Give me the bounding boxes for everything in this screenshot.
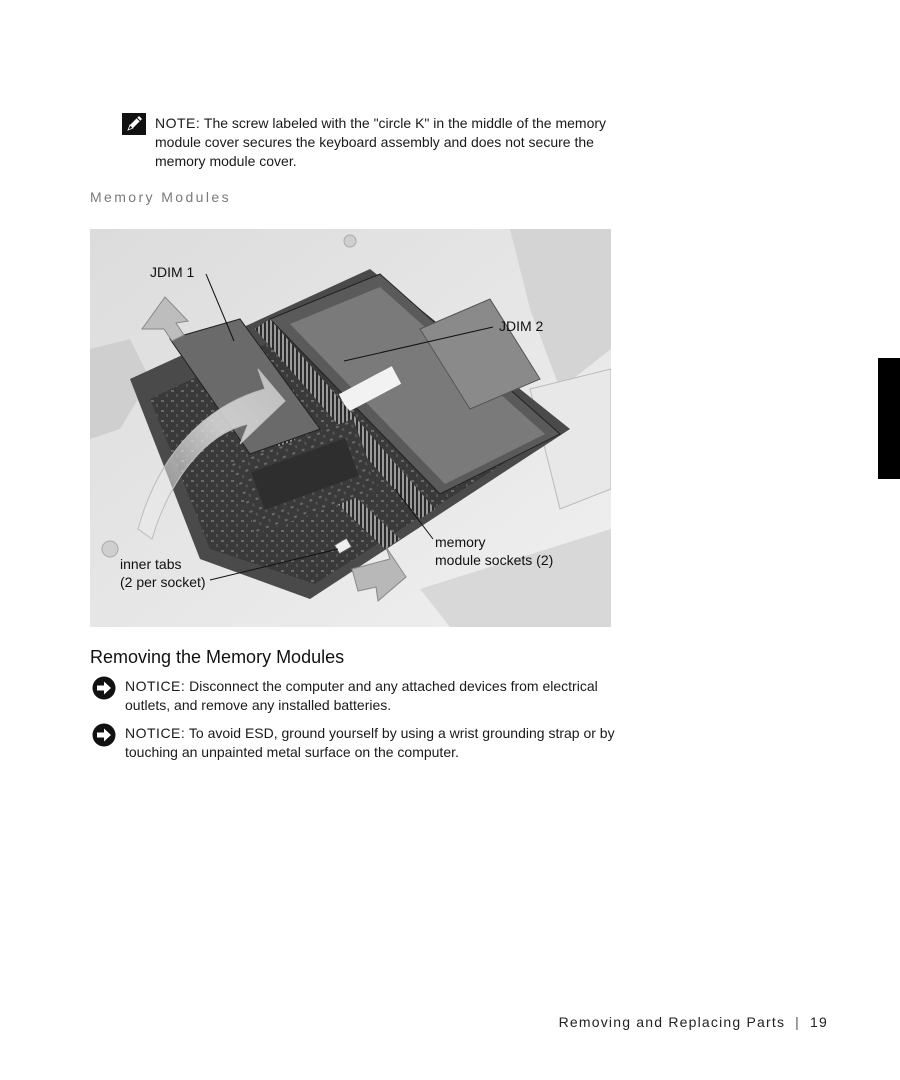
- memory-modules-figure: [90, 229, 611, 627]
- notice-body: To avoid ESD, ground yourself by using a wrist grounding strap or by touching an unpainted metal surface on the computer.: [125, 725, 615, 760]
- callout-inner-tabs-line1: inner tabs: [120, 556, 182, 572]
- callout-inner-tabs: [120, 555, 206, 591]
- section-heading: Removing the Memory Modules: [90, 647, 345, 667]
- callout-jdim2: JDIM 2: [499, 318, 544, 334]
- note-body: The screw labeled with the "circle K" in the middle of the memory module cover secures the keyboard assembly and does not secure the memory module cover.: [155, 115, 607, 169]
- notice-body: Disconnect the computer and any attached devices from electrical outlets, and remove any installed batteries.: [125, 678, 598, 713]
- note-text: [155, 114, 625, 171]
- callout-jdim1: JDIM 1: [150, 264, 195, 280]
- callout-memory-sockets-line2: module sockets (2): [435, 552, 554, 568]
- note-lead: NOTE:: [155, 115, 201, 131]
- note-pencil-icon: [122, 113, 146, 135]
- notice-text: [125, 677, 615, 715]
- page-number: 19: [810, 1014, 828, 1030]
- footer-separator: |: [795, 1014, 801, 1030]
- chapter-thumb-tab: [878, 358, 900, 479]
- callout-memory-sockets: [435, 533, 553, 569]
- footer-chapter-title: Removing and Replacing Parts: [558, 1014, 786, 1030]
- page-footer: [559, 1014, 828, 1030]
- figure-title: Memory Modules: [90, 189, 231, 205]
- notice-lead: NOTICE:: [125, 678, 186, 694]
- notice-arrow-icon: [92, 676, 116, 700]
- notice-text: [125, 724, 615, 762]
- callout-memory-sockets-line1: memory: [435, 534, 486, 550]
- notice-arrow-icon: [92, 723, 116, 747]
- notice-lead: NOTICE:: [125, 725, 186, 741]
- callout-inner-tabs-line2: (2 per socket): [120, 574, 206, 590]
